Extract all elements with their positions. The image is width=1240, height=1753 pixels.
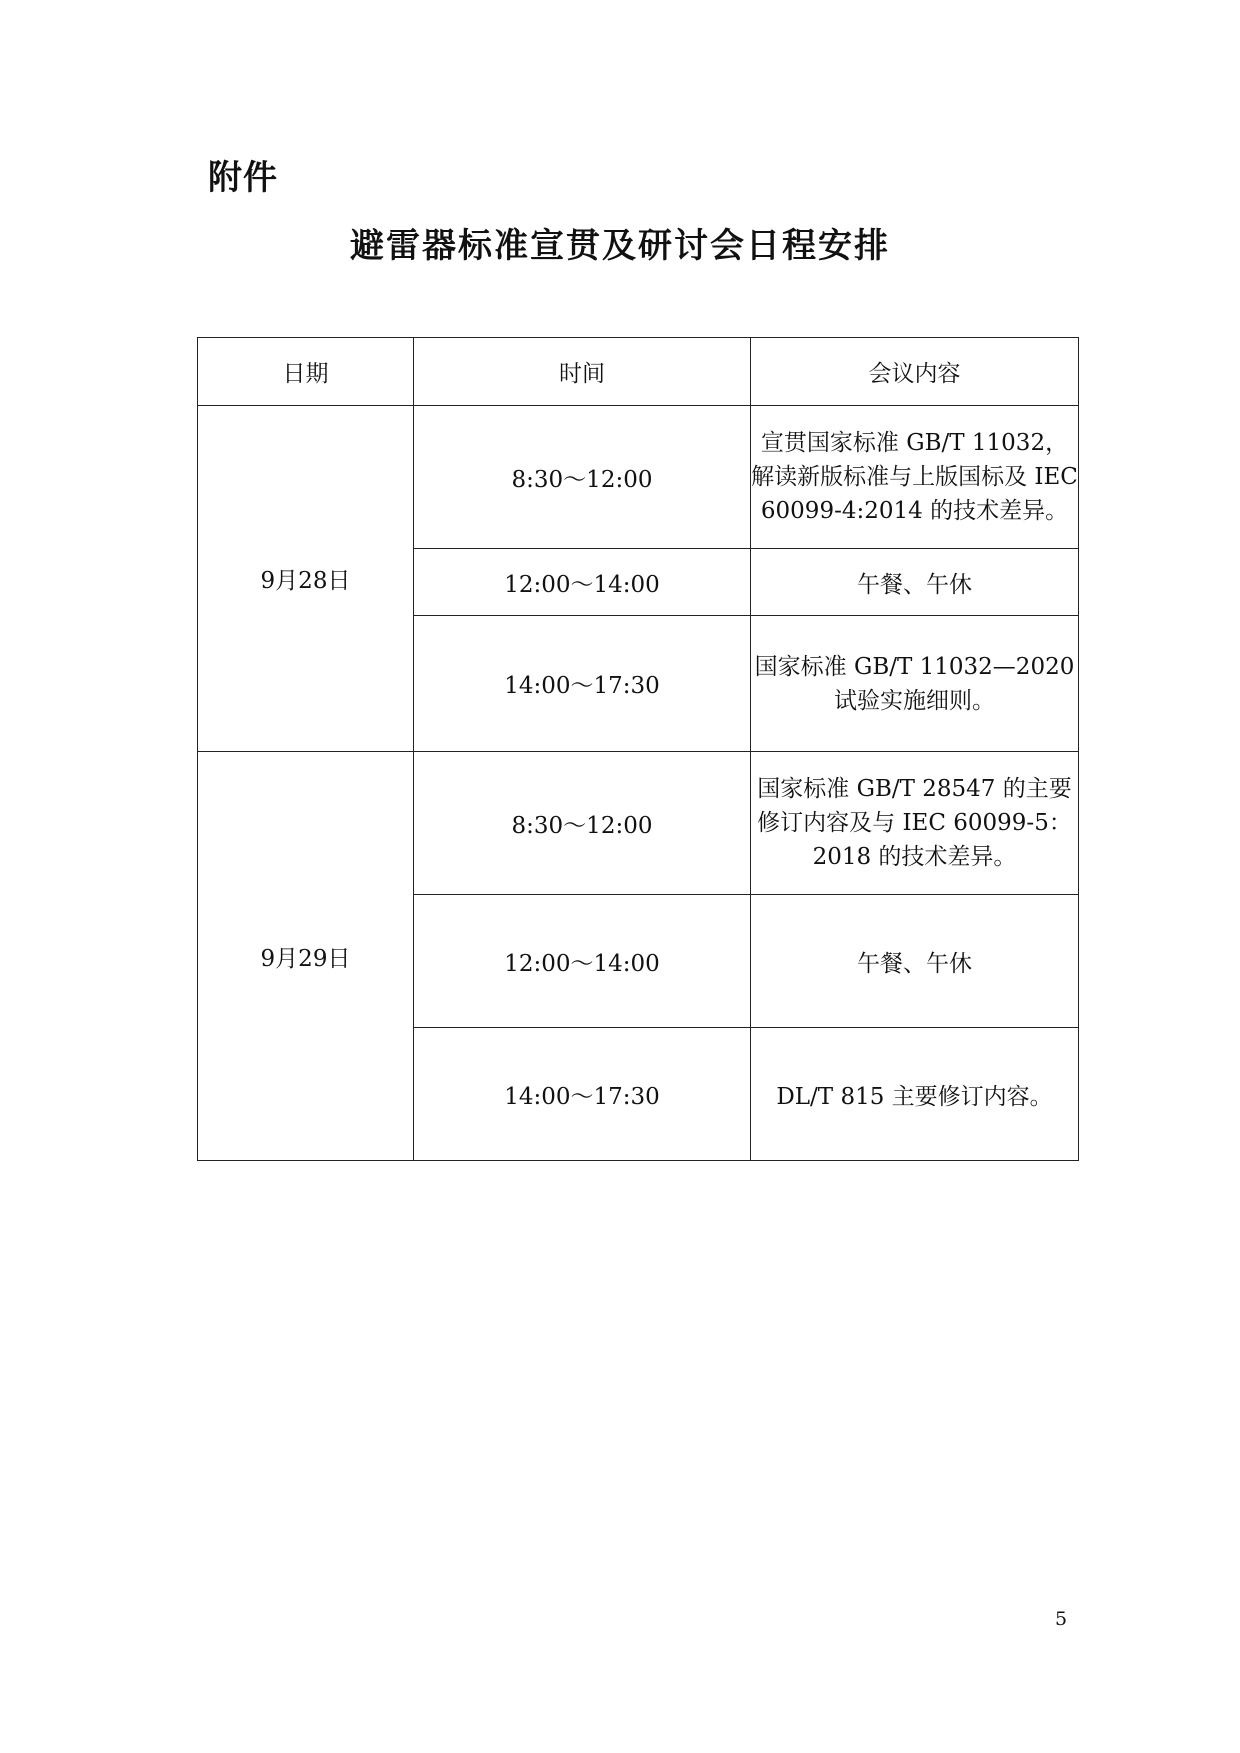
time-cell: 12:00～14:00 [414, 549, 751, 616]
content-cell: 午餐、午休 [751, 895, 1079, 1028]
content-cell: 午餐、午休 [751, 549, 1079, 616]
header-date: 日期 [198, 338, 414, 406]
content-cell: 国家标准 GB/T 11032—2020 试验实施细则。 [751, 616, 1079, 752]
header-content: 会议内容 [751, 338, 1079, 406]
content-cell: DL/T 815 主要修订内容。 [751, 1028, 1079, 1161]
time-cell: 8:30～12:00 [414, 406, 751, 549]
table-row [198, 406, 1079, 549]
document-title: 避雷器标准宣贯及研讨会日程安排 [350, 226, 890, 266]
content-cell: 宣贯国家标准 GB/T 11032，解读新版标准与上版国标及 IEC 60099-4:2014 的技术差异。 [751, 406, 1079, 549]
table-row [198, 752, 1079, 895]
table-header-row [198, 338, 1079, 406]
date-cell: 9月29日 [198, 752, 414, 1161]
header-time: 时间 [414, 338, 751, 406]
content-cell: 国家标准 GB/T 28547 的主要修订内容及与 IEC 60099-5：2018 的技术差异。 [751, 752, 1079, 895]
schedule-table [197, 337, 1079, 1161]
attachment-label: 附件 [208, 158, 278, 198]
time-cell: 14:00～17:30 [414, 616, 751, 752]
time-cell: 12:00～14:00 [414, 895, 751, 1028]
time-cell: 8:30～12:00 [414, 752, 751, 895]
time-cell: 14:00～17:30 [414, 1028, 751, 1161]
date-cell: 9月28日 [198, 406, 414, 752]
page-number: 5 [1055, 1608, 1068, 1630]
